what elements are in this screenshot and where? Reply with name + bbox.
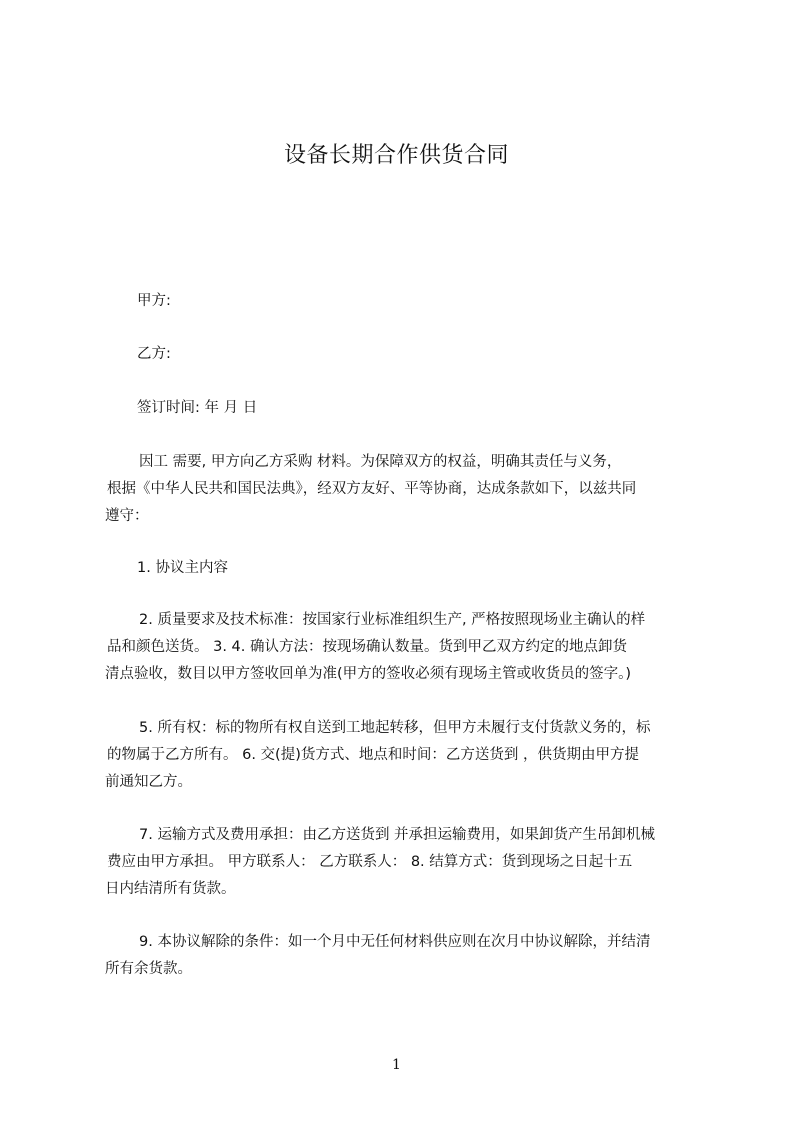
clause-7-8-line: 费应由甲方承担。 甲方联系人： 乙方联系人： 8. 结算方式：货到现场之日起十五: [107, 854, 633, 870]
page-title: 设备长期合作供货合同: [283, 143, 509, 168]
clause-2-4-line: 品和颜色送货。 3. 4. 确认方法：按现场确认数量。货到甲乙双方约定的地点卸货: [107, 639, 627, 655]
party-b-field: 乙方:: [137, 346, 171, 362]
party-a-field: 甲方:: [137, 293, 171, 309]
clause-2-4-line: 清点验收，数目以甲方签收回单为准(甲方的签收必须有现场主管或收货员的签字。): [105, 666, 632, 682]
clause-2-4-line: 2. 质量要求及技术标准：按国家行业标准组织生产, 严格按照现场业主确认的样: [139, 612, 646, 628]
clause-5-6-line: 前通知乙方。: [105, 774, 192, 790]
clause-1-line: 1. 协议主内容: [137, 560, 228, 576]
clause-5-6-line: 的物属于乙方所有。 6. 交(提)货方式、地点和时间：乙方送货到 ，供货期由甲方提: [107, 747, 639, 763]
preamble-line: 根据《中华人民共和国民法典》，经双方友好、平等协商，达成条款如下，以兹共同: [107, 481, 637, 497]
preamble-line: 遵守：: [105, 508, 149, 524]
clause-5-6-line: 5. 所有权：标的物所有权自送到工地起转移，但甲方未履行支付货款义务的，标: [139, 720, 651, 736]
preamble-line: 因工 需要, 甲方向乙方采购 材料。为保障双方的权益，明确其责任与义务，: [139, 454, 622, 470]
page-number: 1: [392, 1057, 401, 1073]
sign-date-field: 签订时间: 年 月 日: [137, 400, 258, 416]
clause-7-8-line: 日内结清所有货款。: [105, 881, 236, 897]
clause-9-line: 所有余货款。: [105, 961, 192, 977]
clause-9-line: 9. 本协议解除的条件：如一个月中无任何材料供应则在次月中协议解除，并结清: [139, 934, 651, 950]
clause-7-8-line: 7. 运输方式及费用承担：由乙方送货到 并承担运输费用，如果卸货产生吊卸机械: [139, 827, 656, 843]
